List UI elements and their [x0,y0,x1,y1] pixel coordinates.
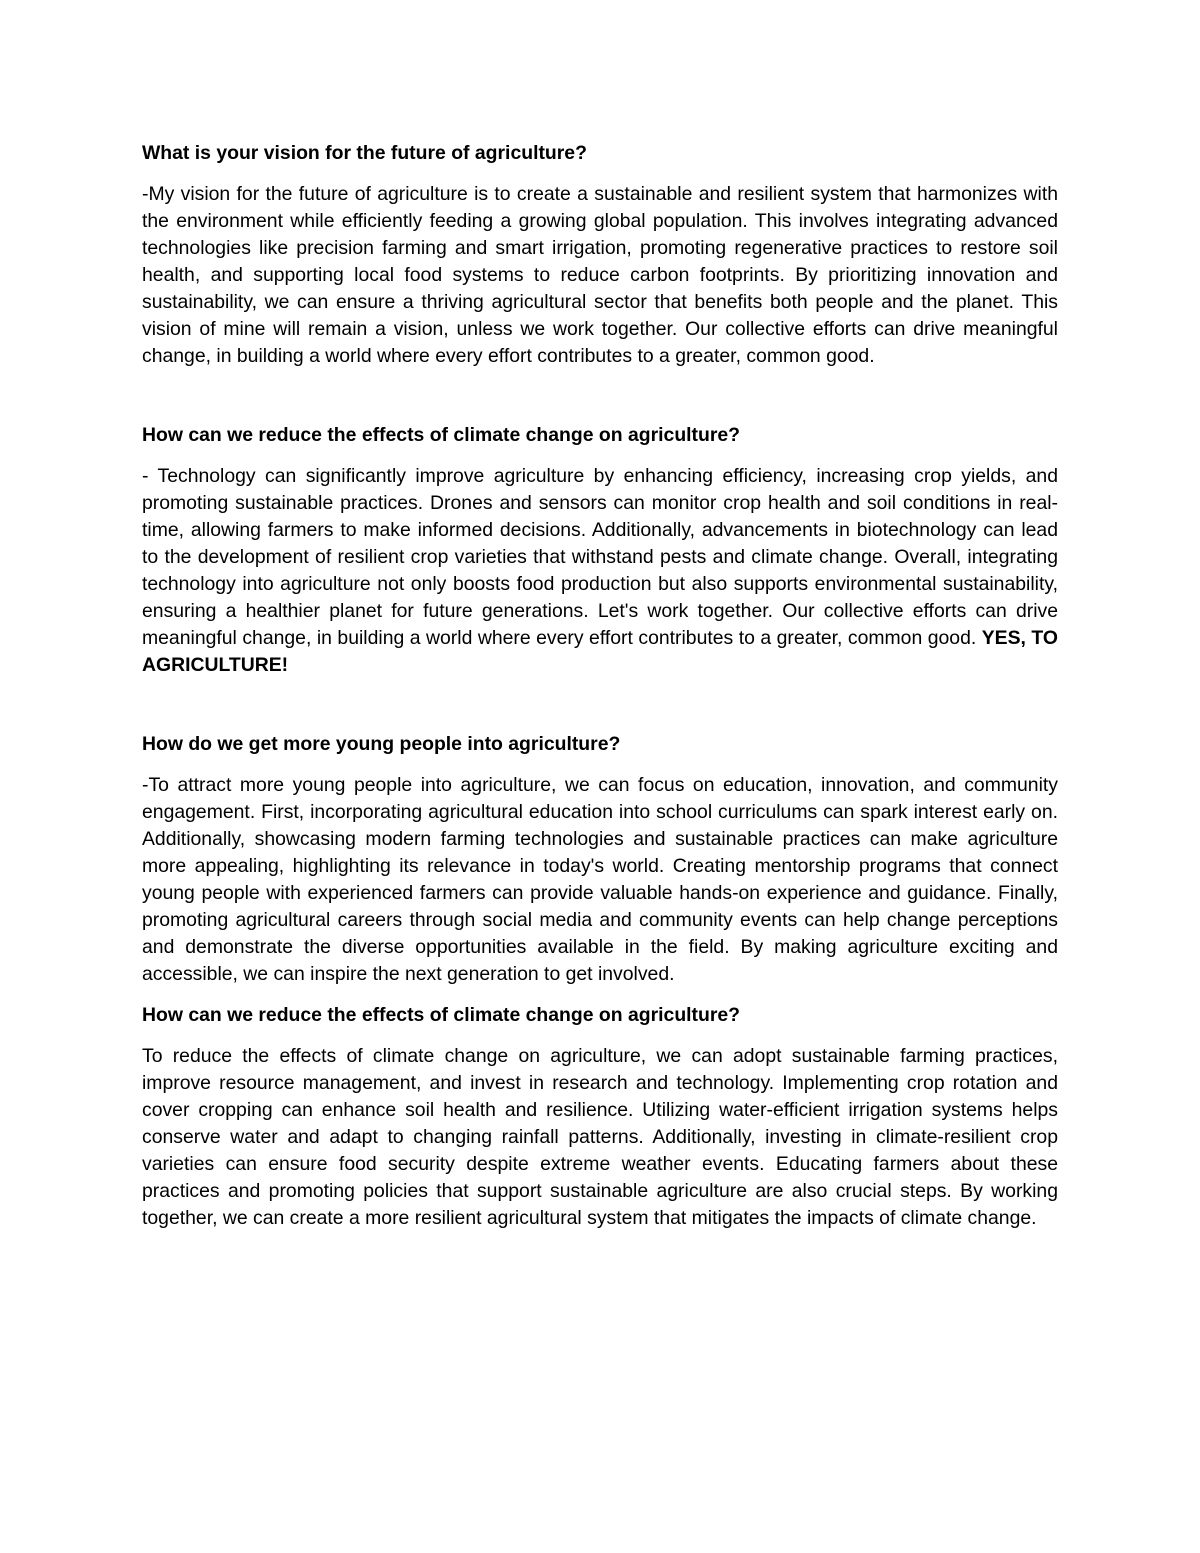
section-climate-practices [142,1002,1058,1232]
answer-text: - Technology can significantly improve agriculture by enhancing efficiency, increasing crop yields, and promoting sustainable practices. Drones and sensors can monitor crop health and soil conditions in real-time, allowing farmers to make informed decisions. Additionally, advancements in biotechnology can lead to the development of resilient crop varieties that withstand pests and climate change. Overall, integrating technology into agriculture not only boosts food production but also supports environmental sustainability, ensuring a healthier planet for future generations. Let's work together. Our collective efforts can drive meaningful change, in building a world where every effort contributes to a greater, common good. [142,465,1058,649]
answer-paragraph: -My vision for the future of agriculture is to create a sustainable and resilient system that harmonizes with the environment while efficiently feeding a growing global population. This involves integrating advanced technologies like precision farming and smart irrigation, promoting regenerative practices to restore soil health, and supporting local food systems to reduce carbon footprints. By prioritizing innovation and sustainability, we can ensure a thriving agricultural sector that benefits both people and the planet. This vision of mine will remain a vision, unless we work together. Our collective efforts can drive meaningful change, in building a world where every effort contributes to a greater, common good. [142,183,1058,367]
document-body [142,140,1058,1232]
answer-paragraph: -To attract more young people into agriculture, we can focus on education, innovation, and community engagement. First, incorporating agricultural education into school curriculums can spark interest early on. Additionally, showcasing modern farming technologies and sustainable practices can make agriculture more appealing, highlighting its relevance in today's world. Creating mentorship programs that connect young people with experienced farmers can provide valuable hands-on experience and guidance. Finally, promoting agricultural careers through social media and community events can help change perceptions and demonstrate the diverse opportunities available in the field. By making agriculture exciting and accessible, we can inspire the next generation to get involved. [142,774,1058,985]
answer-emphasis: YES, TO AGRICULTURE! [142,627,1059,676]
answer-paragraph: To reduce the effects of climate change on agriculture, we can adopt sustainable farming practices, improve resource management, and invest in research and technology. Implementing crop rotation and cover cropping can enhance soil health and resilience. Utilizing water-efficient irrigation systems helps conserve water and adapt to changing rainfall patterns. Additionally, investing in climate-resilient crop varieties can ensure food security despite extreme weather events. Educating farmers about these practices and promoting policies that support sustainable agriculture are also crucial steps. By working together, we can create a more resilient agricultural system that mitigates the impacts of climate change. [142,1045,1058,1229]
section-vision [142,140,1058,370]
question-heading: How do we get more young people into agriculture? [142,733,621,755]
question-heading: How can we reduce the effects of climate change on agriculture? [142,1004,741,1026]
answer-paragraph [142,463,1058,679]
section-young-people [142,731,1058,988]
question-heading: What is your vision for the future of agriculture? [142,142,587,164]
question-heading: How can we reduce the effects of climate change on agriculture? [142,424,741,446]
section-climate-technology [142,422,1058,679]
